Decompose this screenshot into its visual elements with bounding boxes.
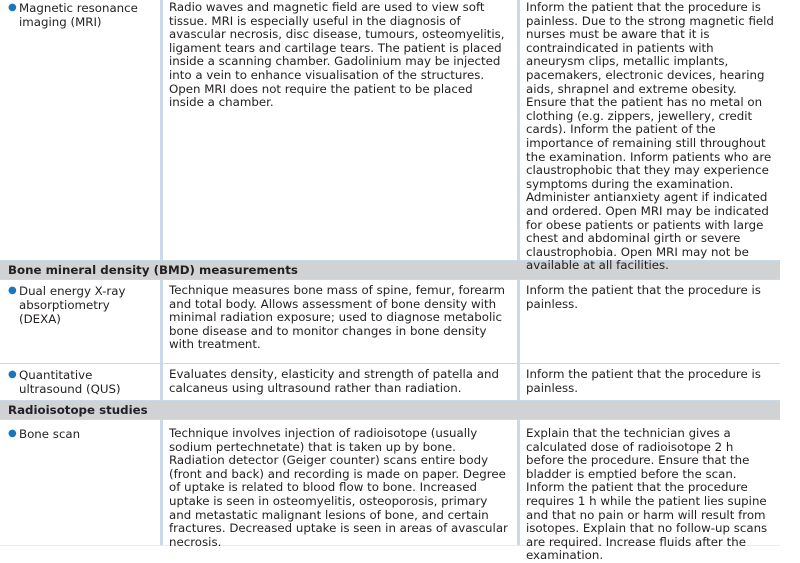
nursing-cell: Explain that the technician gives a calculated dose of radioisotope 2 h before the procedure. Ensure that the bladder is emptied before the scan. Inform the patient that the procedure requires 1 h while the patient lies supine and that no pain or harm will result from isotopes. Explain that no follow-up scans are required. Increase fluids after the examination. [517,420,780,545]
table-row [0,279,780,363]
procedure-cell [0,364,160,400]
description-cell: Radio waves and magnetic field are used to view soft tissue. MRI is especially useful in the diagnosis of avascular necrosis, disc disease, tumours, osteomyelitis, ligament tears and cartilage tears. The patient is placed inside a scanning chamber. Gadolinium may be injected into a vein to enhance visualisation of the structures. Open MRI does not require the patient to be placed inside a chamber. [160,0,517,260]
bullet-icon: ● [8,285,17,296]
section-heading-bmd: Bone mineral density (BMD) measurements [0,260,780,279]
list-item [8,284,154,326]
procedure-name: Bone scan [19,427,81,441]
bullet-icon: ● [8,369,17,380]
bullet-icon: ● [8,2,17,13]
procedure-cell [0,420,160,545]
table-row [0,419,780,563]
description-cell: Technique measures bone mass of spine, femur, forearm and total body. Allows assessment of bone density with minimal radiation exposure; used to diagnose metabolic bone disease and to monitor changes in bone density with treatment. [160,280,517,363]
description-cell: Technique involves injection of radioisotope (usually sodium pertechnetate) that is taken up by bone. Radiation detector (Geiger counter) scans entire body (front and back) and recording is made on paper. Degree of uptake is related to blood flow to bone. Increased uptake is seen in osteomyelitis, osteoporosis, primary and metastatic malignant lesions of bone, and certain fractures. Decreased uptake is seen in areas of avascular necrosis. [160,420,517,545]
procedure-name: Dual energy X-ray absorptiometry (DEXA) [19,284,126,326]
nursing-cell: Inform the patient that the procedure is painless. [517,364,780,400]
bullet-icon: ● [8,428,17,439]
procedure-cell [0,280,160,363]
nursing-cell: Inform the patient that the procedure is painless. Due to the strong magnetic field nurses must be aware that it is contraindicated in patients with aneurysm clips, metallic implants, pacemakers, electronic devices, hearing aids, shrapnel and extreme obesity. Ensure that the patient has no metal on clothing (e.g. zippers, jewellery, credit cards). Inform the patient of the importance of remaining still throughout the examination. Inform patients who are claustrophobic that they may experience symptoms during the examination. Administer antianxiety agent if indicated and ordered. Open MRI may be indicated for obese patients or patients with large chest and abdominal girth or severe claustrophobia. Open MRI may not be available at all facilities. [517,0,780,260]
list-item [8,427,154,441]
section-heading-radioisotope: Radioisotope studies [0,400,780,419]
description-cell: Evaluates density, elasticity and strength of patella and calcaneus using ultrasound rather than radiation. [160,364,517,400]
table-row [0,363,780,400]
list-item [8,1,154,29]
nursing-cell: Inform the patient that the procedure is painless. [517,280,780,363]
list-item [8,368,154,396]
procedure-cell [0,0,160,260]
procedure-name: Quantitative ultrasound (QUS) [19,368,121,396]
procedure-name: Magnetic resonance imaging (MRI) [19,1,138,29]
